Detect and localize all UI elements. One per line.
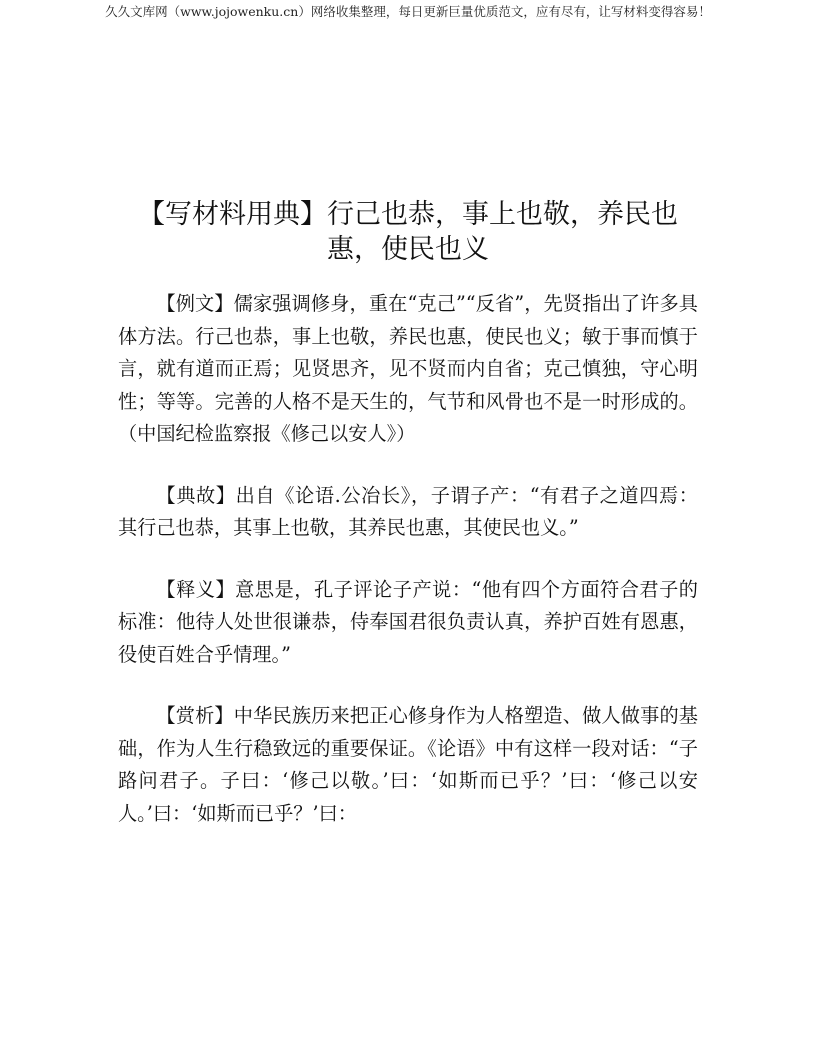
article-title: 【写材料用典】行己也恭，事上也敬，养民也惠，使民也义 bbox=[138, 199, 678, 265]
paragraph-appreciation: 【赏析】中华民族历来把正心修身作为人格塑造、做人做事的基础，作为人生行稳致远的重要保证。《论语》中有这样一段对话：“子路问君子。子曰：‘修己以敬。’曰：‘如斯而已乎？’曰：‘修己以安人。’曰：‘如斯而已乎？’曰： bbox=[118, 704, 698, 825]
paragraph-allusion: 【典故】出自《论语.公冶长》，子谓子产：“有君子之道四焉：其行己也恭，其事上也敬，其养民也惠，其使民也义。” bbox=[118, 483, 698, 539]
paragraph-example: 【例文】儒家强调修身，重在“克己”“反省”，先贤指出了许多具体方法。行己也恭，事上也敬，养民也惠，使民也义；敏于事而慎于言，就有道而正焉；见贤思齐，见不贤而内自省；克己慎独，守心明性；等等。完善的人格不是天生的，气节和风骨也不是一时形成的。（中国纪检监察报《修己以安人》） bbox=[118, 292, 698, 445]
article-body bbox=[118, 288, 698, 859]
paragraph-interpretation: 【释义】意思是，孔子评论子产说：“他有四个方面符合君子的标准：他待人处世很谦恭，侍奉国君很负责认真，养护百姓有恩惠，役使百姓合乎情理。” bbox=[118, 577, 698, 666]
page-header: 久久文库网（www.jojowenku.cn）网络收集整理，每日更新巨量优质范文，应有尽有，让写材料变得容易！ bbox=[105, 4, 711, 19]
